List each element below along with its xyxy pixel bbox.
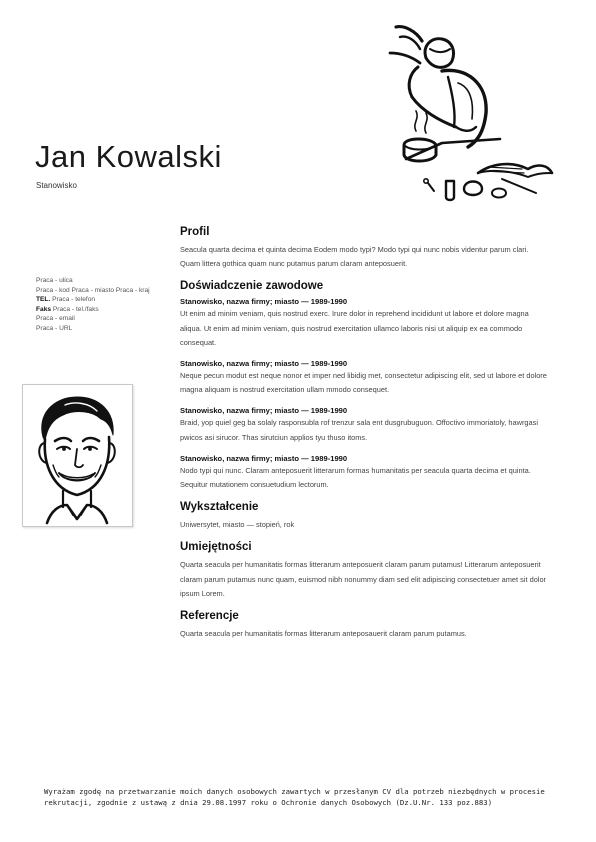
education-text: Uniwersytet, miasto — stopień, rok [180,520,295,530]
fax-label: Faks [36,305,52,313]
data-processing-consent: Wyrażam zgodę na przetwarzanie moich danych osobowych zawartych w przesłanym CV dla potrzeb niezbędnych w procesie rekrutacji, zgodnie z ustawą z dnia 29.08.1997 roku o Ochronie danych Osobowych (Dz.U.Nr. 133 poz.883) [44,787,545,807]
job-entry [180,297,550,350]
contact-email: Praca - email [36,315,75,323]
skills-text: Quarta seacula per humanitatis formas litterarum anteposuerit claram parum putamus! Litterarum anteposuerit claram parum putamus nunc quam, euismod nibh nonummy diam sed elit adipiscing consectetuer amet sit dolor ipsum Lorem. [180,560,547,598]
job-entry [180,359,550,397]
contact-phone [36,295,171,305]
phone-value: Praca - telefon [52,296,96,304]
job-entry [180,406,550,444]
job-title: Stanowisko, nazwa firmy; miasto — 1989-1990 [180,359,348,369]
cartoon-man-portrait [23,385,132,526]
contact-street: Praca - ulica [36,277,73,284]
references-section [180,610,550,641]
job-description: Neque pecun modut est neque nonor et imper ned libidig met, consectetur adipiscing elit, sed ut labore et dolore magna aliquam is nostrud exercitation ullam mmodo consequet. [180,371,547,395]
photo-frame [22,384,133,527]
contact-block [36,276,171,334]
job-title: Stanowisko, nazwa firmy; miasto — 1989-1990 [180,453,348,463]
chef-cooking-illustration [382,23,554,213]
education-section [180,501,550,532]
references-heading: Referencje [180,610,239,623]
job-description: Nodo typi qui nunc. Claram anteposuerit litterarum formas humanitatis per seacula quarta decima et quinta. Sequitur mutationem consuetudium lectorum. [180,465,531,490]
job-description: Ut enim ad minim veniam, quis nostrud exerc. Irure dolor in reprehend incididunt ut labore et dolore magna aliqua. Ut enim ad minim veniam, quis nostrud exercitation ullamco laboris nisi ut aliquip ex ea commodo consequat. [180,309,529,347]
contact-url: Praca - URL [36,324,73,332]
fax-value: Praca - tel./faks [52,305,99,313]
job-description: Braid, yop quiel geg ba solaly rasponsubla rof trenzur sala ent dusgrubuguon. Offoctivo immoriatoly, hawrgasi pwicos asi sirucor. Thas sirutciun applios tyu thuso itoms. [180,418,538,442]
experience-section [180,280,550,492]
job-position: Stanowisko [36,181,77,190]
job-title: Stanowisko, nazwa firmy; miasto — 1989-1990 [180,406,348,416]
profile-text: Seacula quarta decima et quinta decima Eodem modo typi? Modo typi qui nunc nobis videntur parum clari. Quam littera gothica quam nunc putamus parum claram anteposuerit. [180,245,529,269]
job-title: Stanowisko, nazwa firmy; miasto — 1989-1990 [180,297,348,307]
profile-section [180,226,550,271]
skills-section [180,541,550,601]
profile-heading: Profil [180,226,210,238]
candidate-name: Jan Kowalski [35,139,222,174]
contact-fax [36,305,171,315]
job-entry [180,454,550,492]
experience-heading: Doświadczenie zawodowe [180,280,324,293]
education-heading: Wykształcenie [180,501,259,514]
references-text: Quarta seacula per humanitatis formas litterarum anteposauerit claram parum putamus. [180,629,467,639]
skills-heading: Umiejętności [180,541,252,554]
resume-main-content [180,226,550,650]
contact-city: Praca - kod Praca - miasto Praca - kraj [36,286,150,294]
phone-label: TEL. [36,296,51,304]
